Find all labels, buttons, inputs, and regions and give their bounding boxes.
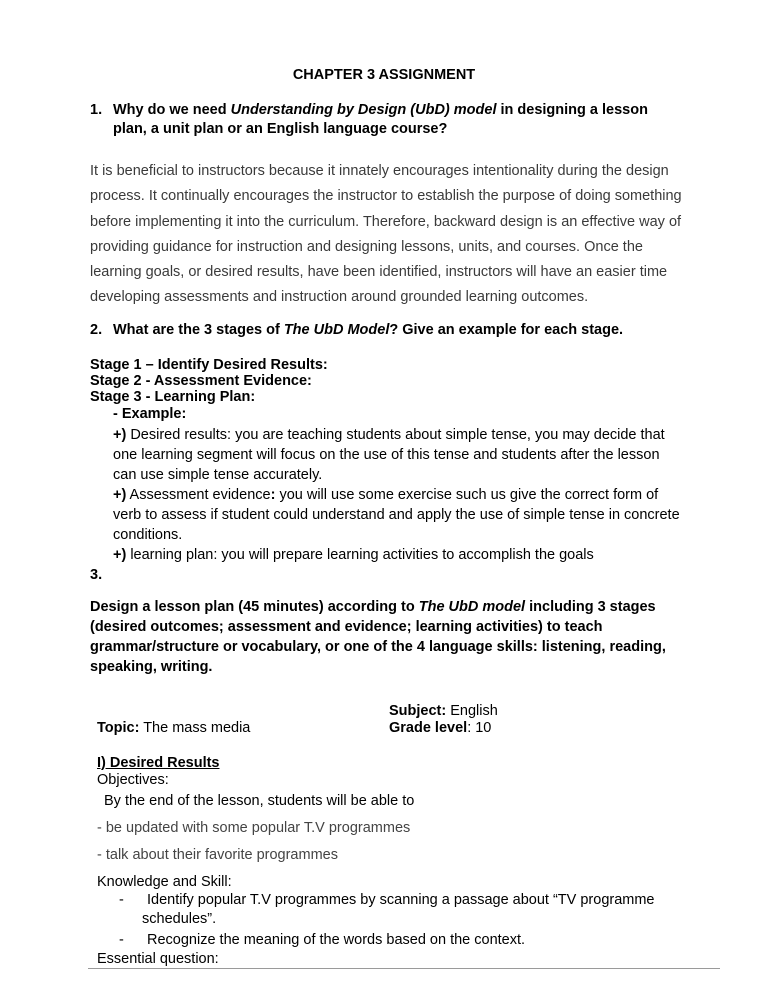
assessment-label: Assessment evidence <box>126 487 271 503</box>
example-assessment-line-2: verb to assess if student could understand and apply the use of simple tense in concrete <box>113 507 680 523</box>
question-3-line-3: grammar/structure or vocabulary, or one of the 4 language skills: listening, reading, <box>90 639 666 655</box>
question-1-number: 1. <box>90 102 103 118</box>
example-label: - Example: <box>113 406 187 422</box>
example-desired-line-2: one learning segment will focus on the use of this tense and students after the lesson <box>113 447 660 463</box>
question-2-emphasis: The UbD Model <box>283 322 390 338</box>
question-1-emphasis: Understanding by Design (UbD) model <box>230 102 497 118</box>
question-1-line-1 <box>113 101 648 120</box>
bullet-plus-marker: +) <box>113 547 127 563</box>
stage-1-label: Stage 1 – Identify Desired Results: <box>90 357 328 373</box>
bullet-plus-marker: +) <box>113 487 127 503</box>
example-assessment-line-3: conditions. <box>113 527 183 543</box>
question-3-pre: Design a lesson plan (45 minutes) according to <box>90 599 419 615</box>
knowledge-skill-item-line-1: Identify popular T.V programmes by scanning a passage about “TV programme <box>147 892 655 908</box>
question-1-line-2: plan, a unit plan or an English language course? <box>113 121 448 137</box>
objectives-label: Objectives: <box>97 772 169 788</box>
answer-1-line: process. It continually encourages the instructor to establish the purpose of doing something <box>90 188 682 205</box>
answer-1-line: before implementing it into the curriculum. Therefore, backward design is an effective way of <box>90 213 682 230</box>
grade-level-value: : 10 <box>467 720 492 736</box>
example-desired-text: Desired results: you are teaching students about simple tense, you may decide that <box>126 427 665 443</box>
knowledge-skill-label: Knowledge and Skill: <box>97 874 232 890</box>
question-3-emphasis: The UbD model <box>418 599 526 615</box>
question-3-post: including 3 stages <box>525 599 656 615</box>
answer-1-paragraph <box>90 159 710 311</box>
example-desired-line-3: can use simple tense accurately. <box>113 467 323 483</box>
question-2-number: 2. <box>90 322 103 338</box>
topic-field <box>97 719 250 737</box>
knowledge-skill-item-line-2: schedules”. <box>142 911 217 927</box>
example-assessment-line-1 <box>113 486 658 504</box>
example-desired-line-1 <box>113 426 665 444</box>
plan-text: learning plan: you will prepare learning activities to accomplish the goals <box>126 547 594 563</box>
objectives-intro: By the end of the lesson, students will be able to <box>104 793 415 809</box>
question-3-line-2: (desired outcomes; assessment and evidence; learning activities) to teach <box>90 619 603 635</box>
grade-level-label: Grade level <box>389 720 468 736</box>
assessment-text: you will use some exercise such us give the correct form of <box>275 487 659 503</box>
question-1-post: in designing a lesson <box>496 102 648 118</box>
question-3-line-1 <box>90 598 656 617</box>
subject-value: English <box>446 703 498 719</box>
objective-item: - be updated with some popular T.V programmes <box>97 820 411 836</box>
subject-field <box>389 702 498 720</box>
question-2-post: ? Give an example for each stage. <box>389 322 624 338</box>
section-1-heading: I) Desired Results <box>97 755 220 771</box>
topic-label: Topic: <box>97 720 140 736</box>
example-plan-line <box>113 546 594 564</box>
page-title: CHAPTER 3 ASSIGNMENT <box>292 67 476 83</box>
knowledge-skill-dash: - <box>119 892 124 908</box>
knowledge-skill-item-line-1: Recognize the meaning of the words based on the context. <box>147 932 526 948</box>
topic-value: The mass media <box>139 720 251 736</box>
question-1-pre: Why do we need <box>113 102 231 118</box>
question-2-pre: What are the 3 stages of <box>113 322 284 338</box>
stage-3-label: Stage 3 - Learning Plan: <box>90 389 256 405</box>
assessment-colon: : <box>270 487 276 503</box>
answer-1-line: developing assessments and instruction around grounded learning outcomes. <box>90 289 589 306</box>
page-bottom-divider <box>88 968 720 969</box>
bullet-plus-marker: +) <box>113 427 127 443</box>
knowledge-skill-dash: - <box>119 932 124 948</box>
question-2-line <box>113 321 623 340</box>
objective-item: - talk about their favorite programmes <box>97 847 338 863</box>
subject-label: Subject: <box>389 703 447 719</box>
answer-1-line: providing guidance for instruction and designing lessons, units, and courses. Once the <box>90 238 643 255</box>
stage-2-label: Stage 2 - Assessment Evidence: <box>90 373 312 389</box>
answer-1-line: It is beneficial to instructors because it innately encourages intentionality during the design <box>90 163 669 179</box>
question-3-line-4: speaking, writing. <box>90 659 213 675</box>
essential-question-label: Essential question: <box>97 951 219 967</box>
answer-1-line: learning goals, or desired results, have been identified, instructors will have an easier time <box>90 264 668 281</box>
grade-level-field <box>389 719 491 737</box>
question-3-number: 3. <box>90 567 103 583</box>
